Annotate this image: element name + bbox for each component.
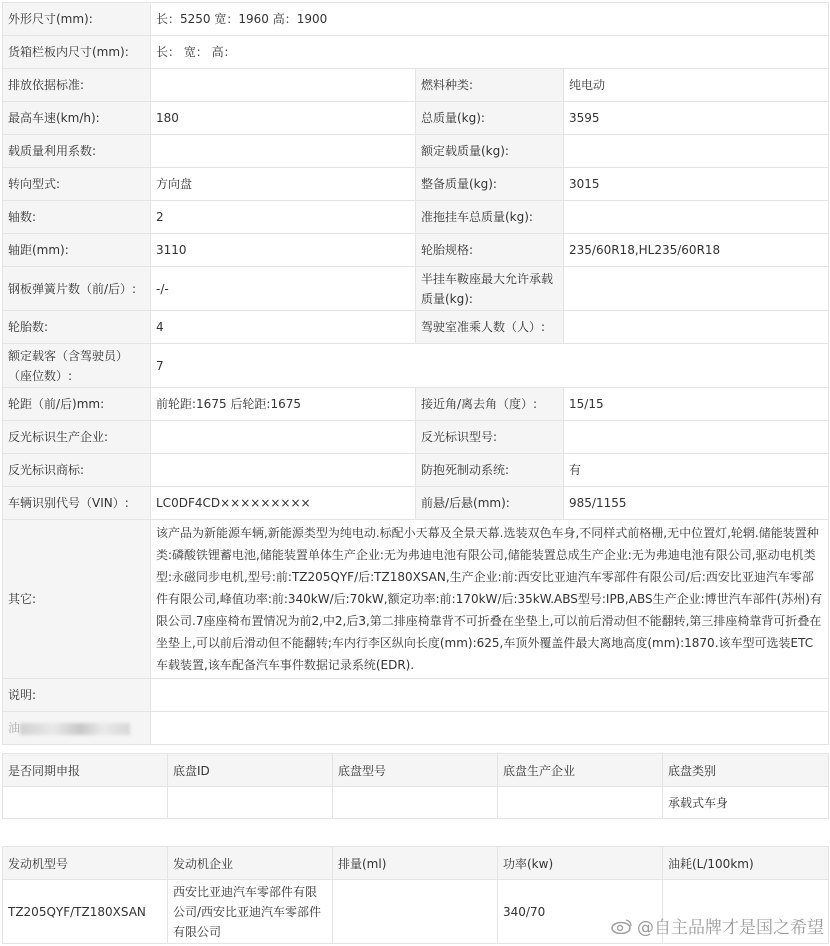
watermark xyxy=(611,913,824,938)
chassis-header-row xyxy=(3,754,829,787)
load-factor-label: 载质量利用系数: xyxy=(3,135,151,168)
chassis-cell xyxy=(333,787,498,819)
watermark-text: @自主品牌才是国之希望 xyxy=(637,918,824,938)
wheelbase-label: 轴距(mm): xyxy=(3,234,151,267)
blurred-value xyxy=(151,712,829,745)
seats-label: 额定载客（含驾驶员）（座位数）: xyxy=(3,344,151,388)
overhang-label: 前悬/后悬(mm): xyxy=(416,487,564,520)
axles-value: 2 xyxy=(151,201,416,234)
abs-label: 防抱死制动系统: xyxy=(416,454,564,487)
tire-spec-value: 235/60R18,HL235/60R18 xyxy=(564,234,829,267)
vin-value: LC0DF4CD××××××××× xyxy=(151,487,416,520)
spec-row xyxy=(3,234,829,267)
emission-standard-label: 排放依据标准: xyxy=(3,69,151,102)
max-speed-label: 最高车速(km/h): xyxy=(3,102,151,135)
note-value xyxy=(151,679,829,712)
other-label: 其它: xyxy=(3,520,151,679)
spec-row xyxy=(3,168,829,201)
engine-header: 功率(kw) xyxy=(498,847,663,880)
wheelbase-value: 3110 xyxy=(151,234,416,267)
dimensions-label: 外形尺寸(mm): xyxy=(3,3,151,36)
reflector-brand-value xyxy=(151,454,416,487)
steering-label: 转向型式: xyxy=(3,168,151,201)
blurred-prefix: 油 xyxy=(8,721,21,735)
spec-row xyxy=(3,102,829,135)
cab-passengers-value xyxy=(564,311,829,344)
total-mass-label: 总质量(kg): xyxy=(416,102,564,135)
emission-standard-value xyxy=(151,69,416,102)
engine-cell: 西安比亚迪汽车零部件有限公司/西安比亚迪汽车零部件有限公司 xyxy=(168,880,333,944)
reflector-model-label: 反光标识型号: xyxy=(416,421,564,454)
tire-count-value: 4 xyxy=(151,311,416,344)
load-factor-value xyxy=(151,135,416,168)
chassis-header: 底盘ID xyxy=(168,754,333,787)
engine-header: 发动机型号 xyxy=(3,847,168,880)
steering-value: 方向盘 xyxy=(151,168,416,201)
axles-label: 轴数: xyxy=(3,201,151,234)
approach-angle-value: 15/15 xyxy=(564,388,829,421)
reflector-model-value xyxy=(564,421,829,454)
chassis-cell xyxy=(168,787,333,819)
tire-spec-label: 轮胎规格: xyxy=(416,234,564,267)
tire-count-label: 轮胎数: xyxy=(3,311,151,344)
fuel-type-label: 燃料种类: xyxy=(416,69,564,102)
weibo-logo-icon xyxy=(611,918,633,934)
fuel-type-value: 纯电动 xyxy=(564,69,829,102)
curb-weight-value: 3015 xyxy=(564,168,829,201)
spec-row-other xyxy=(3,520,829,679)
dimensions-value: 长：5250 宽：1960 高：1900 xyxy=(151,3,829,36)
leaf-springs-label: 钢板弹簧片数（前/后）: xyxy=(3,267,151,311)
spec-row xyxy=(3,69,829,102)
spec-row xyxy=(3,421,829,454)
spec-row-dimensions xyxy=(3,3,829,36)
curb-weight-label: 整备质量(kg): xyxy=(416,168,564,201)
spec-row xyxy=(3,201,829,234)
chassis-cell: 承载式车身 xyxy=(663,787,829,819)
chassis-header: 是否同期申报 xyxy=(3,754,168,787)
spec-row-seats xyxy=(3,344,829,388)
blurred-label xyxy=(3,712,151,745)
total-mass-value: 3595 xyxy=(564,102,829,135)
spec-row xyxy=(3,311,829,344)
spec-row-blurred xyxy=(3,712,829,745)
engine-cell: TZ205QYF/TZ180XSAN xyxy=(3,880,168,944)
chassis-data-row xyxy=(3,787,829,819)
spec-table xyxy=(2,2,829,745)
cargo-label: 货箱栏板内尺寸(mm): xyxy=(3,36,151,69)
track-width-value: 前轮距:1675 后轮距:1675 xyxy=(151,388,416,421)
rated-load-label: 额定载质量(kg): xyxy=(416,135,564,168)
chassis-header: 底盘生产企业 xyxy=(498,754,663,787)
chassis-header: 底盘类别 xyxy=(663,754,829,787)
engine-header-row xyxy=(3,847,829,880)
spec-row xyxy=(3,135,829,168)
cargo-value: 长： 宽： 高： xyxy=(151,36,829,69)
trailer-mass-label: 准拖挂车总质量(kg): xyxy=(416,201,564,234)
cab-passengers-label: 驾驶室准乘人数（人）: xyxy=(416,311,564,344)
reflector-maker-value xyxy=(151,421,416,454)
track-width-label: 轮距（前/后)mm: xyxy=(3,388,151,421)
spec-row xyxy=(3,487,829,520)
engine-header: 发动机企业 xyxy=(168,847,333,880)
seats-value: 7 xyxy=(151,344,829,388)
reflector-maker-label: 反光标识生产企业: xyxy=(3,421,151,454)
spec-row xyxy=(3,388,829,421)
reflector-brand-label: 反光标识商标: xyxy=(3,454,151,487)
chassis-table xyxy=(2,753,829,819)
abs-value: 有 xyxy=(564,454,829,487)
overhang-value: 985/1155 xyxy=(564,487,829,520)
spec-row-cargo xyxy=(3,36,829,69)
max-speed-value: 180 xyxy=(151,102,416,135)
approach-angle-label: 接近角/离去角（度）: xyxy=(416,388,564,421)
engine-header: 油耗(L/100km) xyxy=(663,847,829,880)
saddle-load-value xyxy=(564,267,829,311)
saddle-load-label: 半挂车鞍座最大允许承载质量(kg): xyxy=(416,267,564,311)
trailer-mass-value xyxy=(564,201,829,234)
spec-row xyxy=(3,454,829,487)
engine-cell: 340/70 xyxy=(498,880,663,944)
vin-label: 车辆识别代号（VIN）: xyxy=(3,487,151,520)
spec-row-note xyxy=(3,679,829,712)
note-label: 说明: xyxy=(3,679,151,712)
chassis-header: 底盘型号 xyxy=(333,754,498,787)
engine-cell xyxy=(333,880,498,944)
blurred-text xyxy=(20,723,130,735)
engine-header: 排量(ml) xyxy=(333,847,498,880)
rated-load-value xyxy=(564,135,829,168)
leaf-springs-value: -/- xyxy=(151,267,416,311)
chassis-cell xyxy=(3,787,168,819)
chassis-cell xyxy=(498,787,663,819)
other-value: 该产品为新能源车辆,新能源类型为纯电动.标配小天幕及全景天幕.选装双色车身,不同样式前格栅,无中位置灯,轮辋.储能装置种类:磷酸铁锂蓄电池,储能装置单体生产企业:无为弗迪电池有限公司,储能装置总成生产企业:无为弗迪电池有限公司,驱动电机类型:永磁同步电机,型号:前:TZ205QYF/后:TZ180XSAN,生产企业:前:西安比亚迪汽车零部件有限公司/后:西安比亚迪汽车零部件有限公司,峰值功率:前:340kW/后:70kW,额定功率:前:170kW/后:35kW.ABS型号:IPB,ABS生产企业:博世汽车部件(苏州)有限公司.7座座椅布置情况为前2,中2,后3,第二排座椅靠背不可折叠在坐垫上,可以前后滑动但不能翻转,第三排座椅靠背可折叠在坐垫上,可以前后滑动但不能翻转;车内行李区纵向长度(mm):625,车顶外覆盖件最大离地高度(mm):1870.该车型可选装ETC车载装置,该车配备汽车事件数据记录系统(EDR). xyxy=(151,520,829,679)
spec-row xyxy=(3,267,829,311)
